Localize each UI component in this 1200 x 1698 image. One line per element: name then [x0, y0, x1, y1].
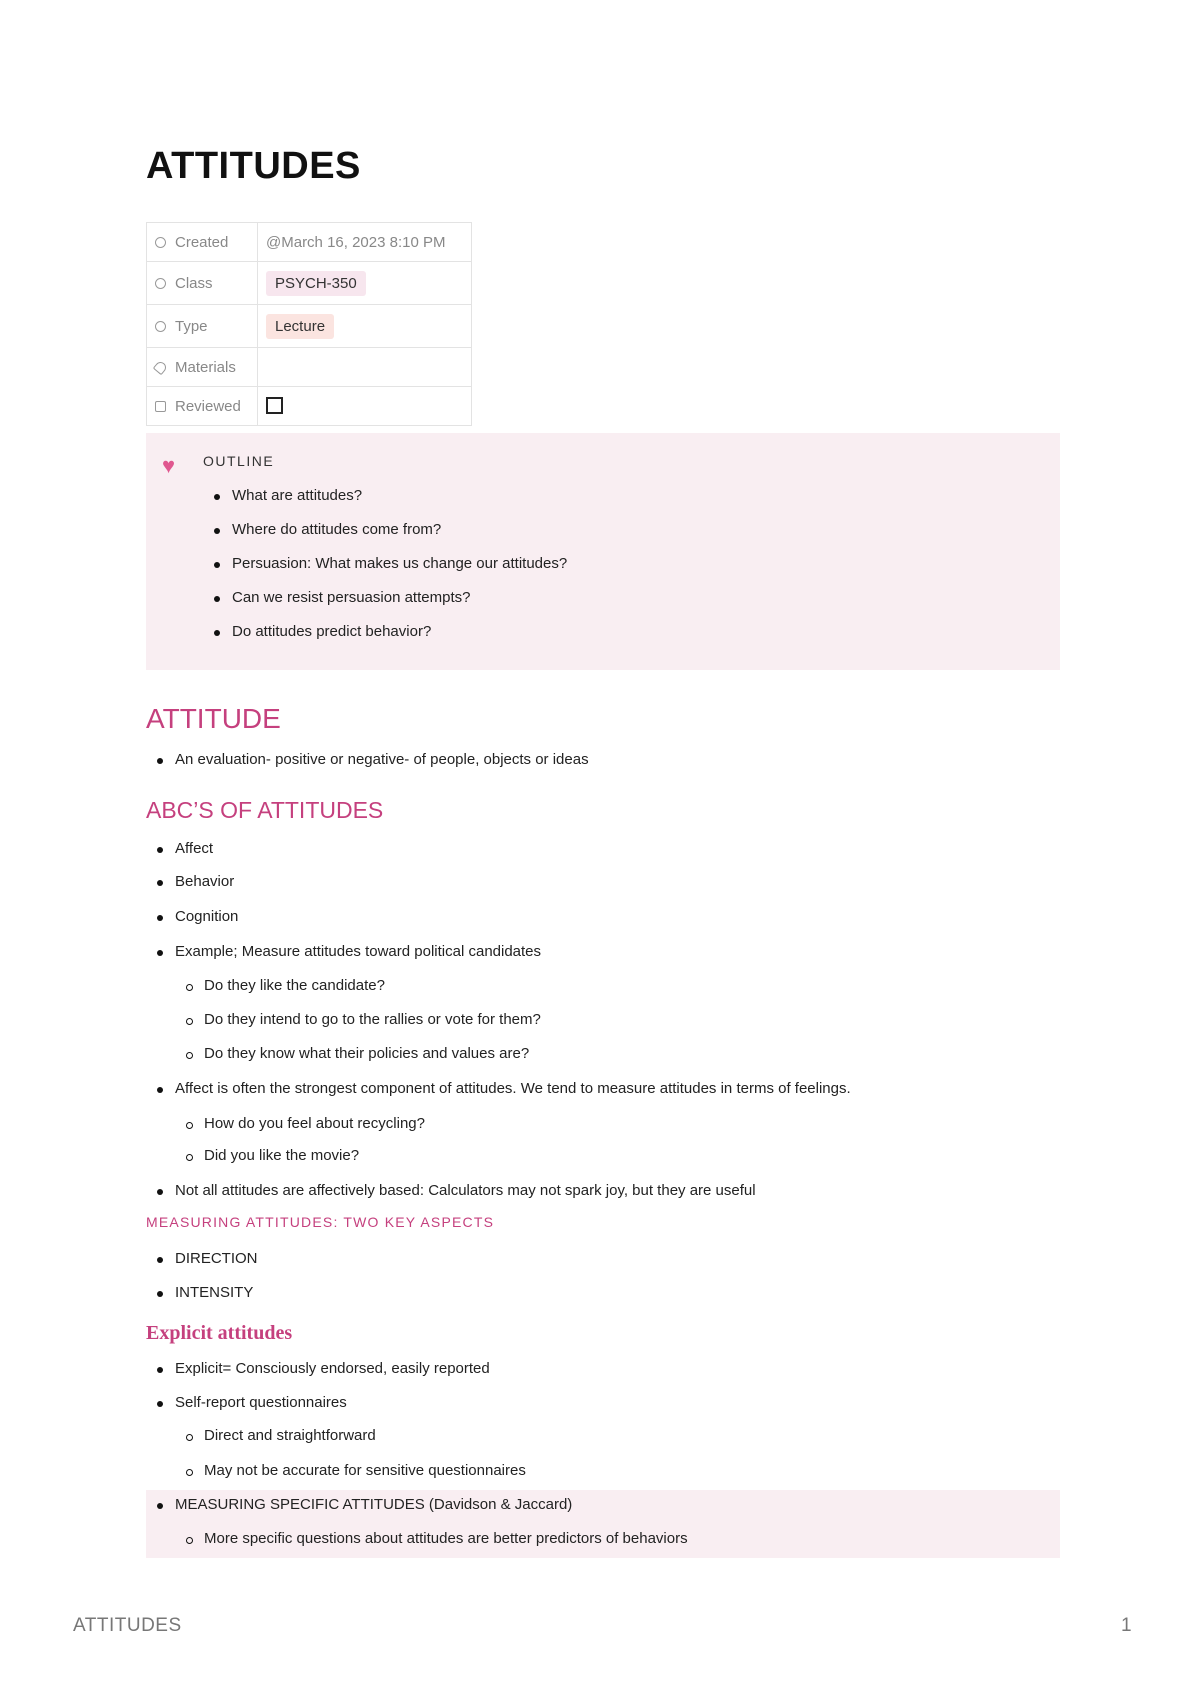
list-item: What are attitudes?: [232, 487, 363, 504]
footer-title: ATTITUDES: [73, 1615, 182, 1636]
list-item: May not be accurate for sensitive questionnaires: [204, 1462, 526, 1479]
property-label-type: Type: [147, 305, 258, 348]
property-value-type[interactable]: [258, 305, 472, 348]
property-created: [147, 223, 472, 262]
properties-table: [146, 222, 472, 426]
property-materials: [147, 348, 472, 387]
list-item: MEASURING SPECIFIC ATTITUDES (Davidson & Jaccard): [175, 1496, 573, 1513]
list-item: Example; Measure attitudes toward political candidates: [175, 943, 542, 960]
property-label-created: Created: [147, 223, 258, 262]
property-value-reviewed: [258, 387, 472, 426]
list-item: Self-report questionnaires: [175, 1394, 347, 1411]
list-item: How do you feel about recycling?: [204, 1115, 425, 1132]
heading-measuring: MEASURING ATTITUDES: TWO KEY ASPECTS: [146, 1214, 495, 1230]
page-title: ATTITUDES: [146, 145, 361, 187]
property-value-materials[interactable]: [258, 348, 472, 387]
property-value-class[interactable]: [258, 262, 472, 305]
type-tag[interactable]: Lecture: [266, 314, 334, 339]
property-label-materials: Materials: [147, 348, 258, 387]
select-icon: [155, 321, 166, 332]
list-item: Where do attitudes come from?: [232, 521, 442, 538]
list-item: Do they know what their policies and values are?: [204, 1045, 530, 1062]
property-value-created[interactable]: @March 16, 2023 8:10 PM: [258, 223, 472, 262]
list-item: Affect is often the strongest component of attitudes. We tend to measure attitudes in terms of feelings.: [175, 1080, 851, 1097]
property-label-class: Class: [147, 262, 258, 305]
list-item: Not all attitudes are affectively based: Calculators may not spark joy, but they are useful: [175, 1182, 756, 1199]
list-item: Do they like the candidate?: [204, 977, 385, 994]
property-class: [147, 262, 472, 305]
checkbox-property-icon: [155, 401, 166, 412]
list-item: Do attitudes predict behavior?: [232, 623, 432, 640]
list-item: DIRECTION: [175, 1250, 258, 1267]
select-icon: [155, 278, 166, 289]
property-label-reviewed: Reviewed: [147, 387, 258, 426]
list-item: INTENSITY: [175, 1284, 254, 1301]
list-item: Did you like the movie?: [204, 1147, 360, 1164]
list-item: More specific questions about attitudes are better predictors of behaviors: [204, 1530, 688, 1547]
heart-icon: ♥: [162, 453, 176, 478]
property-reviewed: [147, 387, 472, 426]
list-item: Cognition: [175, 908, 239, 925]
list-item: Explicit= Consciously endorsed, easily reported: [175, 1360, 490, 1377]
paperclip-icon: [153, 359, 168, 374]
heading-abcs: ABC’S OF ATTITUDES: [146, 797, 384, 823]
list-item: Do they intend to go to the rallies or vote for them?: [204, 1011, 541, 1028]
reviewed-checkbox[interactable]: [266, 397, 283, 414]
clock-icon: [155, 237, 166, 248]
callout-title: OUTLINE: [203, 453, 275, 469]
list-item: An evaluation- positive or negative- of people, objects or ideas: [175, 751, 589, 768]
list-item: Can we resist persuasion attempts?: [232, 589, 471, 606]
outline-callout: [146, 433, 1060, 670]
heading-attitude: ATTITUDE: [146, 703, 281, 734]
heading-explicit: Explicit attitudes: [146, 1322, 293, 1344]
list-item: Direct and straightforward: [204, 1427, 376, 1444]
property-type: [147, 305, 472, 348]
page-number: 1: [1121, 1615, 1132, 1636]
class-tag[interactable]: PSYCH-350: [266, 271, 366, 296]
list-item: Behavior: [175, 873, 235, 890]
list-item: Persuasion: What makes us change our attitudes?: [232, 555, 568, 572]
list-item: Affect: [175, 840, 214, 857]
